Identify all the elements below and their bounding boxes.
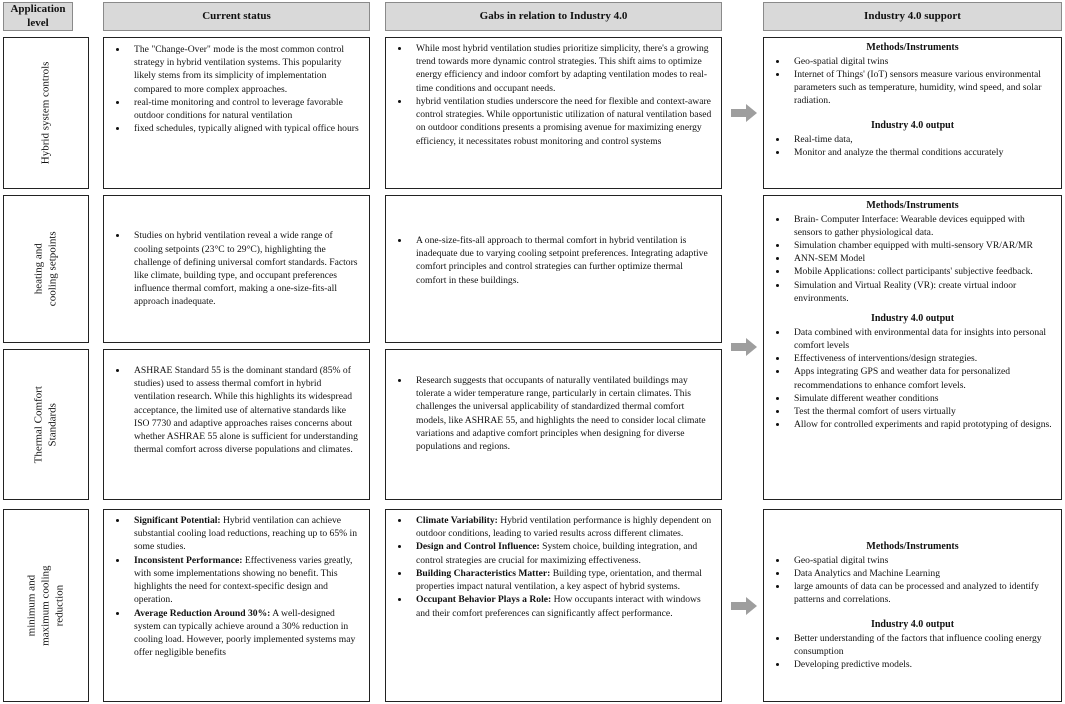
bullet-item: • Apps integrating GPS and weather data for personalized recommendations to enhance comfort levels. xyxy=(788,365,1055,391)
bullet-lead: Significant Potential: xyxy=(134,515,221,526)
bullet-item xyxy=(410,95,715,148)
bullet-item: • Geo-spatial digital twins xyxy=(788,55,1055,68)
bullet-item: • Better understanding of the factors that influence cooling energy consumption xyxy=(788,632,1055,658)
status-cell-2 xyxy=(103,195,370,343)
bullet-item: • Simulate different weather conditions xyxy=(788,392,1055,405)
bullet-item xyxy=(128,607,363,660)
bullet-text: hybrid ventilation studies underscore the need for flexible and context-aware control strategies. While opportunistic utilization of natural ventilation based on outdoor conditions presents a promising avenue for maximizing energy efficiency, it necessitates robust monitoring and control systems xyxy=(416,95,712,147)
bullet-item: • large amounts of data can be processed and analyzed to identify patterns and correlations. xyxy=(788,580,1055,606)
bullet-item xyxy=(410,42,715,95)
methods-title: Methods/Instruments xyxy=(866,42,959,53)
gaps-cell-2 xyxy=(385,195,722,343)
bullet-item xyxy=(128,514,363,554)
right-arrow-icon xyxy=(731,338,757,356)
bullet-text: Studies on hybrid ventilation reveal a wide range of cooling setpoints (23°C to 29°C), highlighting the challenge of defining universal comfort standards. Factors like climate, building type, and occupant preferences influence thermal comfort, making a one-size-fits-all approach inadequate. xyxy=(134,230,358,308)
bullet-lead: Inconsistent Performance: xyxy=(134,554,243,566)
bullet-text: Effectiveness varies greatly, with some implementations showing no benefit. This highlights the need for context-specific design and operation. xyxy=(134,554,353,606)
bullet-item xyxy=(410,514,715,540)
bullet-text: A one-size-fits-all approach to thermal comfort in hybrid ventilation is inadequate due to varying cooling setpoint preferences. Integrating adaptive comfort principles and control strategies can further optimize thermal comfort in these buildings. xyxy=(416,235,708,286)
bullet-lead: Building Characteristics Matter: xyxy=(416,567,551,579)
bullet-text: System choice, building integration, and control strategies are crucial for maximizing effectiveness. xyxy=(416,541,698,566)
support-cell-2 xyxy=(763,195,1062,500)
bullet-item: • Monitor and analyze the thermal conditions accurately xyxy=(788,146,1055,159)
bullet-item: • Developing predictive models. xyxy=(788,658,1055,671)
header-gabs: Gabs in relation to Industry 4.0 xyxy=(385,2,722,31)
bullet-item xyxy=(128,554,363,607)
output-title: Industry 4.0 output xyxy=(870,120,955,132)
bullet-item: • Real-time data, xyxy=(788,133,1055,146)
bullet-item xyxy=(410,374,715,453)
bullet-item: • Mobile Applications: collect participants' subjective feedback. xyxy=(788,265,1055,278)
status-cell-1 xyxy=(103,37,370,189)
bullet-lead: Design and Control Influence: xyxy=(416,541,540,553)
bullet-text: ASHRAE Standard 55 is the dominant standard (85% of studies) used to assess thermal comfort in hybrid ventilation research. While this highlights its widespread acceptance, the limited use of alternative standards like ISO 7730 and adaptive approaches raises concerns about whether ASHRAE 55 alone is sufficient for understanding thermal comfort across diverse populations and climates. xyxy=(134,365,358,456)
bullet-item: • Simulation chamber equipped with multi-sensory VR/AR/MR xyxy=(788,239,1055,252)
bullet-item: • Internet of Things' (IoT) sensors measure various environmental parameters such as temperature, humidity, wind speed, and solar radiation. xyxy=(788,68,1055,108)
right-arrow-icon xyxy=(731,104,757,122)
bullet-item xyxy=(410,567,715,593)
header-application-level: Application level xyxy=(3,2,73,31)
bullet-item xyxy=(128,43,363,96)
bullet-item xyxy=(410,234,715,287)
bullet-item xyxy=(128,96,363,122)
row-label-cooling-reduction: minimum and maximum cooling reduction xyxy=(3,509,89,702)
bullet-item: • ANN-SEM Model xyxy=(788,252,1055,265)
bullet-lead: Occupant Behavior Plays a Role: xyxy=(416,594,552,606)
row-label-thermal-comfort-standards: Thermal Comfort Standards xyxy=(3,349,89,500)
bullet-item: • Data Analytics and Machine Learning xyxy=(788,567,1055,580)
bullet-text: real-time monitoring and control to leverage favorable outdoor conditions for natural ventilation xyxy=(134,96,343,122)
bullet-item: • Geo-spatial digital twins xyxy=(788,554,1055,567)
row-label-hybrid-system-controls: Hybrid system controls xyxy=(3,37,89,189)
gaps-cell-3 xyxy=(385,349,722,500)
bullet-text: Hybrid ventilation performance is highly dependent on outdoor conditions, leading to varied results across different climates. xyxy=(416,515,712,540)
bullet-text: While most hybrid ventilation studies prioritize simplicity, there's a growing trend towards more dynamic control strategies. This shift aims to optimize energy efficiency and indoor comfort by adapting ventilation modes to real-time conditions and occupant needs. xyxy=(416,43,709,94)
methods-title: Methods/Instruments xyxy=(866,541,959,552)
output-title: Industry 4.0 output xyxy=(870,619,955,631)
bullet-item: • Effectiveness of interventions/design strategies. xyxy=(788,352,1055,365)
bullet-item xyxy=(410,540,715,566)
bullet-lead: Average Reduction Around 30%: xyxy=(134,607,271,619)
bullet-item: • Data combined with environmental data for insights into personal comfort levels xyxy=(788,326,1055,352)
output-title: Industry 4.0 output xyxy=(870,313,955,325)
bullet-item xyxy=(128,122,363,135)
bullet-text: The "Change-Over" mode is the most common control strategy in hybrid ventilation systems. This popularity likely stems from its simplicity of implementation compared to more complex approaches. xyxy=(134,44,345,95)
bullet-item: • Simulation and Virtual Reality (VR): create virtual indoor environments. xyxy=(788,279,1055,305)
bullet-item: • Brain- Computer Interface: Wearable devices equipped with sensors to gather physiological data. xyxy=(788,213,1055,239)
header-industry-support: Industry 4.0 support xyxy=(763,2,1062,31)
header-current-status: Current status xyxy=(103,2,370,31)
bullet-item: • Allow for controlled experiments and rapid prototyping of designs. xyxy=(788,418,1055,431)
status-cell-4 xyxy=(103,509,370,702)
row-label-heating-cooling-setpoints: heating and cooling setpoints xyxy=(3,195,89,343)
bullet-text: fixed schedules, typically aligned with typical office hours xyxy=(134,123,359,135)
status-cell-3 xyxy=(103,349,370,500)
bullet-item: • Test the thermal comfort of users virtually xyxy=(788,405,1055,418)
bullet-text: Research suggests that occupants of naturally ventilated buildings may tolerate a wider temperature range, particularly in certain climates. This challenges the universal applicability of standardized thermal comfort models, like ASHRAE 55, and highlights the need to consider local climate variations and adaptive comfort principles when designing for diverse populations and regions. xyxy=(416,375,706,453)
methods-title: Methods/Instruments xyxy=(866,200,959,211)
gaps-cell-1 xyxy=(385,37,722,189)
bullet-item xyxy=(128,364,363,457)
bullet-text: How occupants interact with windows and their comfort preferences can significantly affect performance. xyxy=(416,594,701,619)
bullet-text: Building type, orientation, and thermal properties impact natural ventilation, a key aspect of hybrid systems. xyxy=(416,567,702,593)
gaps-cell-4 xyxy=(385,509,722,702)
bullet-item xyxy=(410,593,715,619)
support-cell-3 xyxy=(763,509,1062,702)
bullet-lead: Climate Variability: xyxy=(416,515,498,526)
bullet-text: A well-designed system can typically achieve around a 30% reduction in cooling load. However, poorly implemented systems may offer negligible benefits xyxy=(134,607,356,659)
support-cell-1 xyxy=(763,37,1062,189)
bullet-item xyxy=(128,229,363,308)
bullet-text: Hybrid ventilation can achieve substantial cooling load reductions, reaching up to 65% in some studies. xyxy=(134,515,358,553)
right-arrow-icon xyxy=(731,597,757,615)
